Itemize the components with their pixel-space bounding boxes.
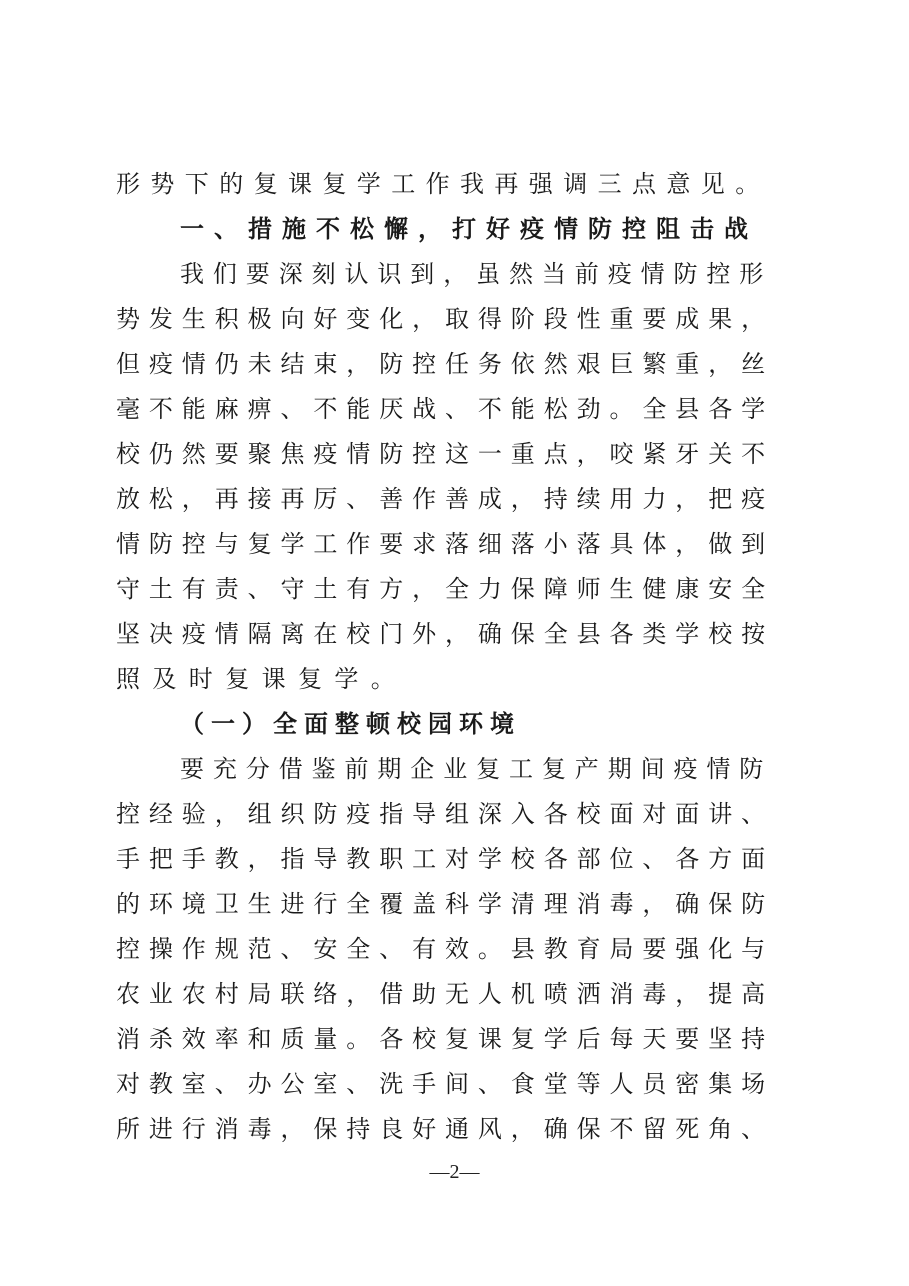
body-text-line: 控操作规范、安全、有效。县教育局要强化与: [116, 935, 774, 963]
body-text-line: 农业农村局联络，借助无人机喷洒消毒，提高: [116, 980, 774, 1008]
body-text-line: 对教室、办公室、洗手间、食堂等人员密集场: [116, 1070, 774, 1098]
body-text-line: 控经验，组织防疫指导组深入各校面对面讲、: [116, 800, 774, 828]
body-text-line: 手把手教，指导教职工对学校各部位、各方面: [116, 845, 774, 873]
body-text-line: 消杀效率和质量。各校复课复学后每天要坚持: [116, 1025, 774, 1053]
body-text-line: 的环境卫生进行全覆盖科学清理消毒，确保防: [116, 890, 774, 918]
body-text-line: 守土有责、守土有方，全力保障师生健康安全: [116, 575, 774, 603]
body-text-line: 情防控与复学工作要求落细落小落具体，做到: [116, 530, 774, 558]
page-number: —2—: [429, 1161, 480, 1183]
body-text-line: 照及时复课复学。: [116, 665, 408, 693]
body-text-line: 但疫情仍未结束，防控任务依然艰巨繁重，丝: [116, 350, 774, 378]
body-text-line: 校仍然要聚焦疫情防控这一重点，咬紧牙关不: [116, 440, 774, 468]
body-text-line: 势发生积极向好变化，取得阶段性重要成果，: [116, 305, 774, 333]
body-text-line: 坚决疫情隔离在校门外，确保全县各类学校按: [116, 620, 774, 648]
body-text-line: 放松，再接再厉、善作善成，持续用力，把疫: [116, 485, 774, 513]
body-text-line: 毫不能麻痹、不能厌战、不能松劲。全县各学: [116, 395, 774, 423]
body-text-line: 所进行消毒，保持良好通风，确保不留死角、: [116, 1115, 774, 1143]
paragraph-first-line: 要充分借鉴前期企业复工复产期间疫情防: [180, 755, 773, 783]
section-heading: 一、措施不松懈，打好疫情防控阻击战: [180, 215, 758, 243]
paragraph-first-line: 我们要深刻认识到，虽然当前疫情防控形: [180, 260, 773, 288]
subsection-heading: （一）全面整顿校园环境: [180, 710, 521, 738]
body-text-line: 形势下的复课复学工作我再强调三点意见。: [116, 170, 770, 198]
